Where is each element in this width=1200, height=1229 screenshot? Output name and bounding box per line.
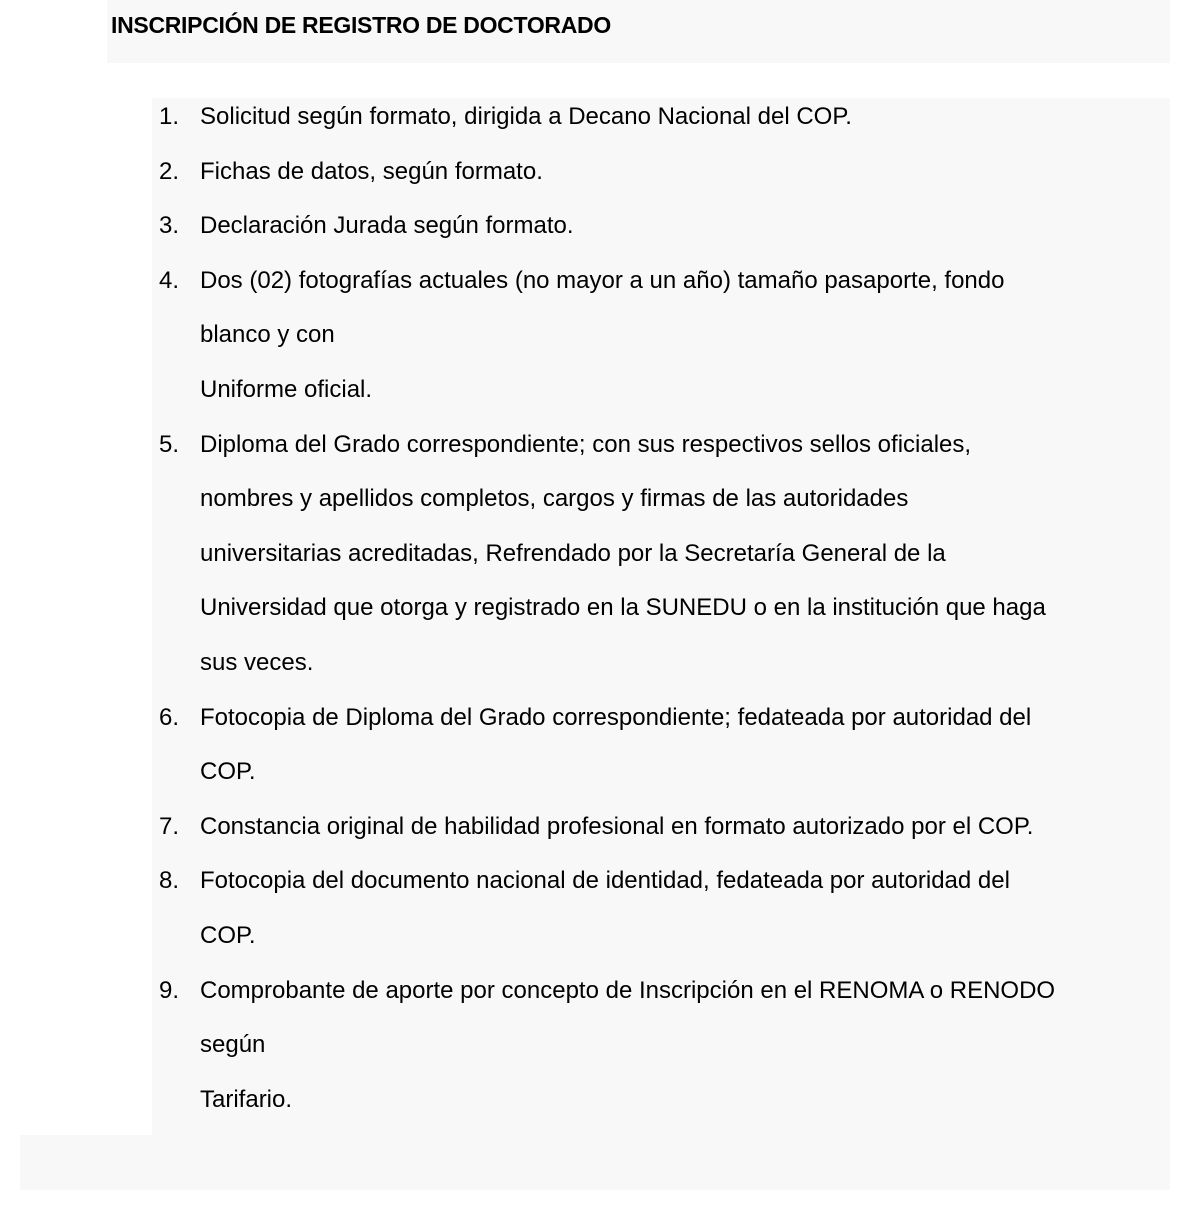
list-item-line xyxy=(152,636,1170,691)
list-item-number: 9. xyxy=(158,976,179,1004)
requirements-list xyxy=(152,90,1170,1127)
list-item-line xyxy=(152,472,1170,527)
list-item-text: Universidad que otorga y registrado en la SUNEDU o en la institución que haga xyxy=(200,594,1046,622)
list-item-text: COP. xyxy=(200,758,256,786)
list-item-line xyxy=(152,363,1170,418)
list-item-line xyxy=(152,581,1170,636)
list-item-number: 8. xyxy=(158,867,179,895)
list-item-line xyxy=(152,254,1170,309)
list-item-line xyxy=(152,854,1170,909)
list-item-line xyxy=(152,527,1170,582)
list-item-text: según xyxy=(200,1031,266,1059)
list-item-text: Dos (02) fotografías actuales (no mayor a un año) tamaño pasaporte, fondo xyxy=(200,266,1005,294)
bottom-block xyxy=(20,1135,1170,1190)
list-item-line xyxy=(152,909,1170,964)
list-item-text: Declaración Jurada según formato. xyxy=(200,212,574,240)
list-item-text: universitarias acreditadas, Refrendado por la Secretaría General de la xyxy=(200,539,946,567)
list-item-text: Fotocopia del documento nacional de identidad, fedateada por autoridad del xyxy=(200,867,1010,895)
list-item-number: 6. xyxy=(158,703,179,731)
list-item-text: Fichas de datos, según formato. xyxy=(200,157,543,185)
list-item-number: 5. xyxy=(158,430,179,458)
list-item-text: Comprobante de aporte por concepto de Inscripción en el RENOMA o RENODO xyxy=(200,976,1056,1004)
list-item-number: 2. xyxy=(158,157,179,185)
document-title: INSCRIPCIÓN DE REGISTRO DE DOCTORADO xyxy=(111,12,611,38)
list-item-text: nombres y apellidos completos, cargos y firmas de las autoridades xyxy=(200,485,909,513)
list-item-line xyxy=(152,90,1170,145)
list-item-line xyxy=(152,145,1170,200)
list-item-number: 1. xyxy=(158,103,179,130)
list-item-line xyxy=(152,308,1170,363)
list-item-line xyxy=(152,1073,1170,1128)
list-item-text: Uniforme oficial. xyxy=(200,375,373,403)
list-item-number: 7. xyxy=(158,812,179,840)
list-item-text: COP. xyxy=(200,921,256,949)
list-item-number: 4. xyxy=(158,266,179,294)
list-item-text: Fotocopia de Diploma del Grado correspondiente; fedateada por autoridad del xyxy=(200,703,1032,731)
list-item-text: sus veces. xyxy=(200,648,314,676)
list-item-line xyxy=(152,1018,1170,1073)
list-item-text: Tarifario. xyxy=(200,1085,293,1113)
list-item-line xyxy=(152,800,1170,855)
list-item-line xyxy=(152,199,1170,254)
list-item-line xyxy=(152,418,1170,473)
list-item-text: Constancia original de habilidad profesional en formato autorizado por el COP. xyxy=(200,812,1034,840)
list-item-text: Solicitud según formato, dirigida a Decano Nacional del COP. xyxy=(200,103,852,130)
list-item-number: 3. xyxy=(158,212,179,240)
list-item-line xyxy=(152,691,1170,746)
title-block xyxy=(107,0,1170,63)
list-item-line xyxy=(152,745,1170,800)
list-item-text: blanco y con xyxy=(200,321,335,349)
list-item-text: Diploma del Grado correspondiente; con sus respectivos sellos oficiales, xyxy=(200,430,972,458)
list-item-line xyxy=(152,964,1170,1019)
